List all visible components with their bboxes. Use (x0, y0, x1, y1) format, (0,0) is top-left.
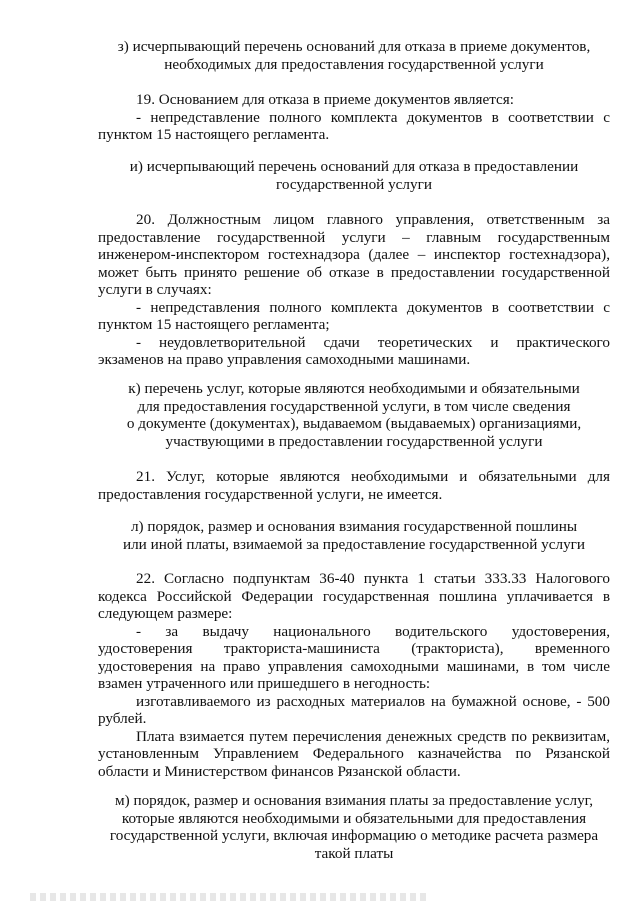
paragraph-line: услуги в случаях: (98, 281, 212, 298)
paragraph-line: - непредставление полного комплекта документов в соответствии с (136, 108, 610, 126)
paragraph-line: следующем размере: (98, 605, 233, 622)
paragraph-line: 20. Должностным лицом главного управления, ответственным за (136, 211, 610, 228)
paragraph-line: установленным Управлением Федерального казначейства по Рязанской (98, 745, 610, 762)
heading-line: и) исчерпывающий перечень оснований для отказа в предоставлении (129, 158, 579, 175)
heading-line: которые являются необходимыми и обязательными для предоставления (121, 809, 587, 827)
bullet-line: удостоверения тракториста-машиниста (тракториста), временного (98, 640, 610, 657)
paragraph-line: предоставления государственной услуги, не имеется. (98, 485, 443, 503)
section-i-heading (98, 158, 610, 193)
paragraph-line: кодекса Российской Федерации государственная пошлина уплачивается в (98, 587, 610, 605)
paragraph-line: 21. Услуг, которые являются необходимыми и обязательными для (136, 468, 610, 485)
heading-line: л) порядок, размер и основания взимания государственной пошлины (130, 518, 578, 535)
bullet-line: взамен утраченного или пришедшего в негодность: (98, 675, 431, 692)
heading-line: государственной услуги, включая информацию о методике расчета размера (109, 827, 599, 844)
heading-line: или иной платы, взимаемой за предоставление государственной услуги (122, 535, 586, 553)
paragraph-21 (98, 468, 610, 503)
heading-line: необходимых для предоставления государственной услуги (164, 55, 544, 73)
paragraph-line: рублей. (98, 710, 147, 727)
section-z-heading (98, 38, 610, 73)
paragraph-22 (98, 570, 610, 780)
paragraph-20 (98, 211, 610, 369)
paragraph-19 (98, 91, 610, 144)
paragraph-line: области и Министерством финансов Рязанской области. (98, 762, 461, 780)
paragraph-line: пунктом 15 настоящего регламента. (98, 126, 330, 143)
heading-line: о документе (документах), выдаваемом (выдаваемых) организациями, (126, 415, 582, 432)
section-m-heading (98, 792, 610, 862)
heading-line: для предоставления государственной услуги, в том числе сведения (137, 397, 571, 415)
paragraph-line: 19. Основанием для отказа в приеме документов является: (136, 91, 514, 108)
heading-line: участвующими в предоставлении государственной услуги (165, 432, 543, 450)
heading-line: такой платы (314, 844, 394, 862)
heading-line: з) исчерпывающий перечень оснований для отказа в приеме документов, (117, 38, 591, 55)
paragraph-line: изготавливаемого из расходных материалов на бумажной основе, - 500 (136, 692, 610, 710)
bullet-line: экзаменов на право управления самоходными машинами. (98, 351, 471, 368)
heading-line: м) порядок, размер и основания взимания платы за предоставление услуг, (114, 792, 593, 809)
heading-line: государственной услуги (276, 175, 432, 193)
paragraph-line: может быть принято решение об отказе в предоставлении государственной (98, 263, 610, 281)
paragraph-line: инженером-инспектором гостехнадзора (далее – инспектор гостехнадзора), (98, 246, 610, 263)
bullet-line: - за выдачу национального водительского удостоверения, (136, 622, 610, 640)
bullet-line: пунктом 15 настоящего регламента; (98, 316, 330, 333)
bullet-line: - непредставления полного комплекта документов в соответствии с (136, 298, 610, 316)
paragraph-line: 22. Согласно подпунктам 36-40 пункта 1 статьи 333.33 Налогового (136, 570, 610, 587)
paragraph-line: Плата взимается путем перечисления денежных средств по реквизитам, (136, 727, 610, 745)
section-l-heading (98, 518, 610, 553)
scan-footer-artifact (30, 893, 430, 901)
heading-line: к) перечень услуг, которые являются необходимыми и обязательными (128, 380, 580, 397)
paragraph-line: предоставление государственной услуги – главным государственным (98, 228, 610, 246)
section-k-heading (98, 380, 610, 450)
bullet-line: удостоверения на право управления самоходными машинами, в том числе (98, 657, 610, 675)
bullet-line: - неудовлетворительной сдачи теоретических и практического (136, 333, 610, 351)
